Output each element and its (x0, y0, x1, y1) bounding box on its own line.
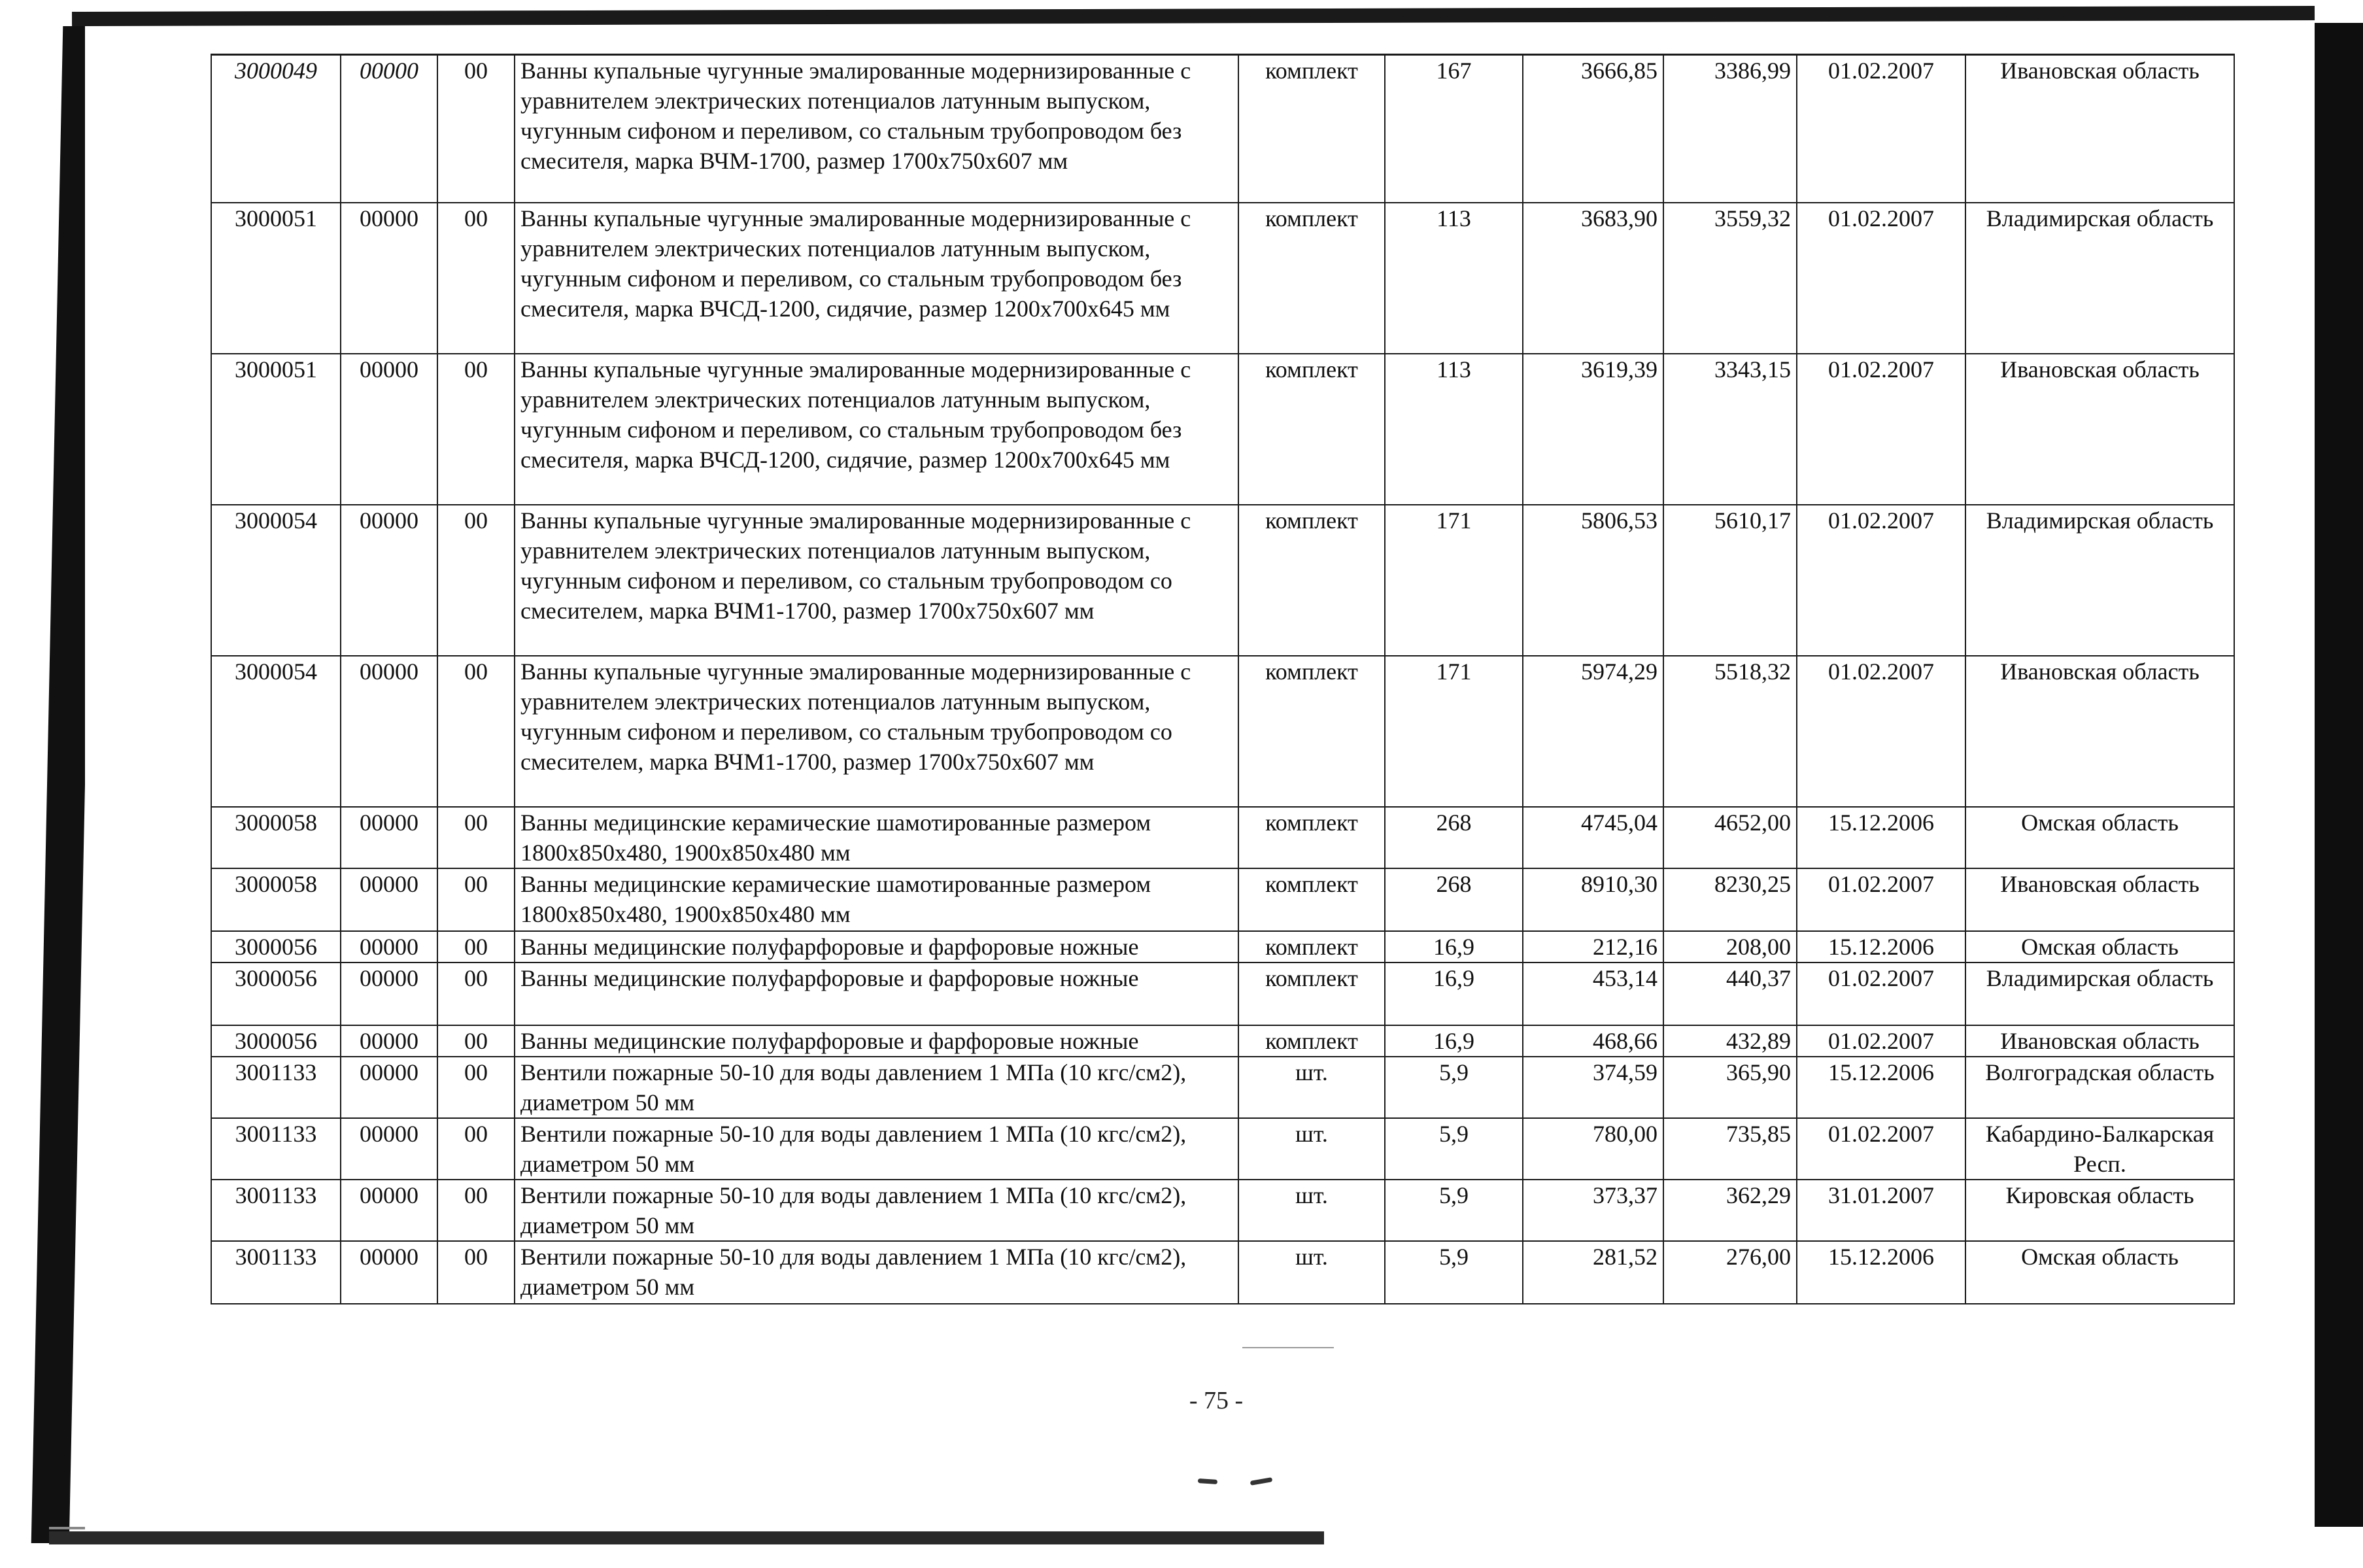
row-price-with-vat: 281,52 (1523, 1241, 1663, 1304)
row-code: 3001133 (211, 1118, 341, 1180)
row-price-with-vat: 3666,85 (1523, 55, 1663, 203)
row-date: 01.02.2007 (1797, 354, 1965, 505)
row-code: 3000054 (211, 656, 341, 807)
row-subgroup: 00 (437, 1118, 515, 1180)
row-price: 3559,32 (1663, 203, 1797, 354)
row-price: 440,37 (1663, 963, 1797, 1025)
row-region: Ивановская область (1965, 55, 2234, 203)
row-subgroup: 00 (437, 505, 515, 656)
row-group: 00000 (341, 1118, 437, 1180)
table-row (211, 931, 2234, 963)
row-price: 4652,00 (1663, 807, 1797, 868)
price-table (211, 54, 2235, 1304)
table-row (211, 203, 2234, 354)
row-group: 00000 (341, 868, 437, 931)
row-unit: комплект (1238, 868, 1385, 931)
row-price-with-vat: 5974,29 (1523, 656, 1663, 807)
row-price: 432,89 (1663, 1025, 1797, 1057)
scan-top-edge (72, 6, 2315, 26)
row-region: Волгоградская область (1965, 1057, 2234, 1118)
row-description: Ванны медицинские керамические шамотированные размером 1800х850х480, 1900х850х480 мм (515, 868, 1238, 931)
row-price-with-vat: 373,37 (1523, 1180, 1663, 1241)
row-price: 8230,25 (1663, 868, 1797, 931)
row-date: 31.01.2007 (1797, 1180, 1965, 1241)
row-subgroup: 00 (437, 1025, 515, 1057)
row-coefficient: 268 (1385, 807, 1523, 868)
row-subgroup: 00 (437, 963, 515, 1025)
row-date: 15.12.2006 (1797, 1241, 1965, 1304)
row-subgroup: 00 (437, 1057, 515, 1118)
row-price-with-vat: 453,14 (1523, 963, 1663, 1025)
row-description: Ванны купальные чугунные эмалированные модернизированные с уравнителем электрических потенциалов латунным выпуском, чугунным сифоном и переливом, со стальным трубопроводом без смесителя, марка ВЧМ-1700, размер 1700х750х607 мм (515, 55, 1238, 203)
row-coefficient: 5,9 (1385, 1118, 1523, 1180)
row-date: 01.02.2007 (1797, 55, 1965, 203)
row-description: Ванны медицинские полуфарфоровые и фарфоровые ножные (515, 963, 1238, 1025)
row-unit: комплект (1238, 203, 1385, 354)
row-coefficient: 5,9 (1385, 1057, 1523, 1118)
row-coefficient: 5,9 (1385, 1241, 1523, 1304)
row-code: 3000051 (211, 354, 341, 505)
row-region: Омская область (1965, 807, 2234, 868)
row-region: Ивановская область (1965, 868, 2234, 931)
row-date: 15.12.2006 (1797, 807, 1965, 868)
row-code: 3000054 (211, 505, 341, 656)
row-description: Вентили пожарные 50-10 для воды давлением 1 МПа (10 кгс/см2), диаметром 50 мм (515, 1180, 1238, 1241)
row-price: 5518,32 (1663, 656, 1797, 807)
table-row (211, 55, 2234, 203)
row-price-with-vat: 3619,39 (1523, 354, 1663, 505)
row-coefficient: 113 (1385, 354, 1523, 505)
row-price-with-vat: 8910,30 (1523, 868, 1663, 931)
row-coefficient: 5,9 (1385, 1180, 1523, 1241)
row-group: 00000 (341, 656, 437, 807)
row-code: 3000058 (211, 807, 341, 868)
row-description: Вентили пожарные 50-10 для воды давлением 1 МПа (10 кгс/см2), диаметром 50 мм (515, 1057, 1238, 1118)
row-date: 01.02.2007 (1797, 868, 1965, 931)
row-date: 01.02.2007 (1797, 963, 1965, 1025)
row-region: Кировская область (1965, 1180, 2234, 1241)
row-code: 3000056 (211, 1025, 341, 1057)
row-code: 3001133 (211, 1180, 341, 1241)
row-date: 15.12.2006 (1797, 931, 1965, 963)
row-code: 3000058 (211, 868, 341, 931)
table-row (211, 963, 2234, 1025)
row-region: Кабардино-Балкарская Респ. (1965, 1118, 2234, 1180)
row-unit: комплект (1238, 1025, 1385, 1057)
row-subgroup: 00 (437, 203, 515, 354)
row-date: 01.02.2007 (1797, 505, 1965, 656)
table-row (211, 807, 2234, 868)
row-price: 208,00 (1663, 931, 1797, 963)
row-price: 276,00 (1663, 1241, 1797, 1304)
row-price-with-vat: 780,00 (1523, 1118, 1663, 1180)
row-price: 3386,99 (1663, 55, 1797, 203)
row-group: 00000 (341, 1057, 437, 1118)
row-unit: комплект (1238, 354, 1385, 505)
row-code: 3000056 (211, 931, 341, 963)
row-unit: шт. (1238, 1057, 1385, 1118)
row-group: 00000 (341, 807, 437, 868)
row-group: 00000 (341, 931, 437, 963)
row-unit: комплект (1238, 931, 1385, 963)
table-row (211, 1241, 2234, 1304)
table-row (211, 354, 2234, 505)
row-price-with-vat: 5806,53 (1523, 505, 1663, 656)
scan-bottom-edge (49, 1531, 1324, 1544)
row-price-with-vat: 212,16 (1523, 931, 1663, 963)
table-row (211, 868, 2234, 931)
row-description: Вентили пожарные 50-10 для воды давлением 1 МПа (10 кгс/см2), диаметром 50 мм (515, 1241, 1238, 1304)
row-region: Владимирская область (1965, 203, 2234, 354)
row-price-with-vat: 3683,90 (1523, 203, 1663, 354)
row-subgroup: 00 (437, 1241, 515, 1304)
row-code: 3000049 (211, 55, 341, 203)
scan-right-edge (2315, 23, 2363, 1527)
row-price-with-vat: 374,59 (1523, 1057, 1663, 1118)
row-coefficient: 113 (1385, 203, 1523, 354)
table-row (211, 1025, 2234, 1057)
row-date: 15.12.2006 (1797, 1057, 1965, 1118)
row-coefficient: 16,9 (1385, 963, 1523, 1025)
row-description: Ванны медицинские полуфарфоровые и фарфоровые ножные (515, 931, 1238, 963)
row-coefficient: 268 (1385, 868, 1523, 931)
row-unit: комплект (1238, 55, 1385, 203)
row-group: 00000 (341, 1241, 437, 1304)
row-group: 00000 (341, 505, 437, 656)
row-region: Ивановская область (1965, 1025, 2234, 1057)
row-subgroup: 00 (437, 807, 515, 868)
row-region: Владимирская область (1965, 963, 2234, 1025)
row-description: Ванны купальные чугунные эмалированные модернизированные с уравнителем электрических потенциалов латунным выпуском, чугунным сифоном и переливом, со стальным трубопроводом без смесителя, марка ВЧСД-1200, сидячие, размер 1200х700х645 мм (515, 354, 1238, 505)
row-price: 362,29 (1663, 1180, 1797, 1241)
row-price: 3343,15 (1663, 354, 1797, 505)
row-code: 3001133 (211, 1057, 341, 1118)
row-group: 00000 (341, 354, 437, 505)
row-price: 735,85 (1663, 1118, 1797, 1180)
row-unit: комплект (1238, 807, 1385, 868)
row-subgroup: 00 (437, 354, 515, 505)
row-coefficient: 167 (1385, 55, 1523, 203)
row-group: 00000 (341, 963, 437, 1025)
row-subgroup: 00 (437, 868, 515, 931)
row-region: Ивановская область (1965, 656, 2234, 807)
scan-mark (1242, 1347, 1334, 1348)
table-row (211, 1118, 2234, 1180)
row-coefficient: 16,9 (1385, 931, 1523, 963)
row-group: 00000 (341, 55, 437, 203)
row-unit: комплект (1238, 963, 1385, 1025)
row-description: Вентили пожарные 50-10 для воды давлением 1 МПа (10 кгс/см2), диаметром 50 мм (515, 1118, 1238, 1180)
row-region: Омская область (1965, 1241, 2234, 1304)
table-row (211, 1057, 2234, 1118)
table-row (211, 1180, 2234, 1241)
row-code: 3000056 (211, 963, 341, 1025)
row-price-with-vat: 468,66 (1523, 1025, 1663, 1057)
row-description: Ванны купальные чугунные эмалированные модернизированные с уравнителем электрических потенциалов латунным выпуском, чугунным сифоном и переливом, со стальным трубопроводом без смесителя, марка ВЧСД-1200, сидячие, размер 1200х700х645 мм (515, 203, 1238, 354)
page-number: - 75 - (1189, 1387, 1244, 1414)
table-row (211, 656, 2234, 807)
row-description: Ванны медицинские керамические шамотированные размером 1800х850х480, 1900х850х480 мм (515, 807, 1238, 868)
row-group: 00000 (341, 1180, 437, 1241)
row-region: Омская область (1965, 931, 2234, 963)
row-description: Ванны купальные чугунные эмалированные модернизированные с уравнителем электрических потенциалов латунным выпуском, чугунным сифоном и переливом, со стальным трубопроводом со смесителем, марка ВЧМ1-1700, размер 1700х750х607 мм (515, 656, 1238, 807)
row-unit: комплект (1238, 656, 1385, 807)
row-date: 01.02.2007 (1797, 203, 1965, 354)
row-group: 00000 (341, 1025, 437, 1057)
row-date: 01.02.2007 (1797, 1025, 1965, 1057)
row-coefficient: 171 (1385, 505, 1523, 656)
row-coefficient: 16,9 (1385, 1025, 1523, 1057)
row-description: Ванны купальные чугунные эмалированные модернизированные с уравнителем электрических потенциалов латунным выпуском, чугунным сифоном и переливом, со стальным трубопроводом со смесителем, марка ВЧМ1-1700, размер 1700х750х607 мм (515, 505, 1238, 656)
row-subgroup: 00 (437, 656, 515, 807)
row-unit: комплект (1238, 505, 1385, 656)
row-region: Владимирская область (1965, 505, 2234, 656)
row-region: Ивановская область (1965, 354, 2234, 505)
row-price: 365,90 (1663, 1057, 1797, 1118)
row-subgroup: 00 (437, 1180, 515, 1241)
row-unit: шт. (1238, 1180, 1385, 1241)
row-coefficient: 171 (1385, 656, 1523, 807)
row-group: 00000 (341, 203, 437, 354)
row-price: 5610,17 (1663, 505, 1797, 656)
row-subgroup: 00 (437, 931, 515, 963)
row-description: Ванны медицинские полуфарфоровые и фарфоровые ножные (515, 1025, 1238, 1057)
row-unit: шт. (1238, 1118, 1385, 1180)
row-date: 01.02.2007 (1797, 1118, 1965, 1180)
row-date: 01.02.2007 (1797, 656, 1965, 807)
table-body (211, 55, 2234, 1304)
row-unit: шт. (1238, 1241, 1385, 1304)
row-price-with-vat: 4745,04 (1523, 807, 1663, 868)
row-code: 3001133 (211, 1241, 341, 1304)
row-code: 3000051 (211, 203, 341, 354)
table-row (211, 505, 2234, 656)
row-subgroup: 00 (437, 55, 515, 203)
